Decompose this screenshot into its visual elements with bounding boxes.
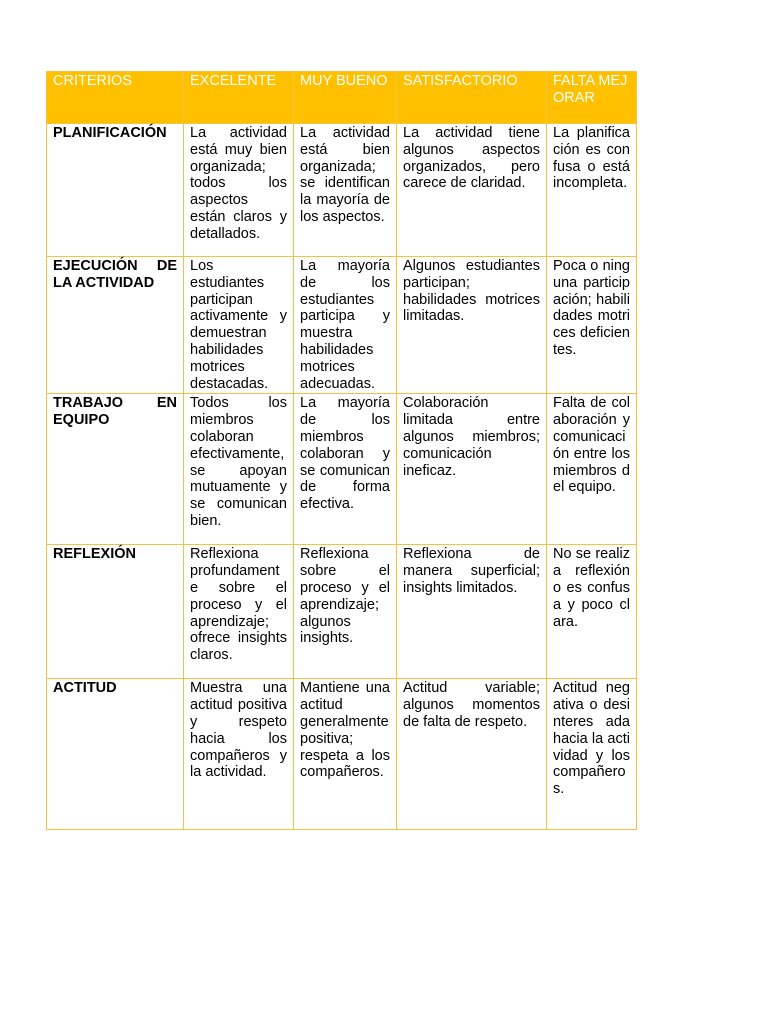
header-satisfactorio: SATISFACTORIO: [397, 72, 547, 124]
table-row: [47, 679, 637, 830]
table-row: [47, 124, 637, 257]
falta-mejorar-cell: La planificación es confusa o está incompleta.: [547, 124, 637, 257]
criterion-cell: PLANIFICACIÓN: [47, 124, 184, 257]
muy-bueno-cell: Mantiene una actitud generalmente positiva; respeta a los compañeros.: [294, 679, 397, 830]
criterion-cell: ACTITUD: [47, 679, 184, 830]
falta-mejorar-cell: Actitud negativa o desinteres ada hacia la actividad y los compañeros.: [547, 679, 637, 830]
header-criterios: CRITERIOS: [47, 72, 184, 124]
falta-mejorar-cell: Falta de colaboración y comunicación entre los miembros del equipo.: [547, 394, 637, 545]
criterion-cell: TRABAJO EN EQUIPO: [47, 394, 184, 545]
table-row: [47, 394, 637, 545]
excelente-cell: Muestra una actitud positiva y respeto hacia los compañeros y la actividad.: [184, 679, 294, 830]
table-row: [47, 545, 637, 679]
falta-mejorar-cell: Poca o ninguna participación; habilidades motrices deficientes.: [547, 257, 637, 394]
evaluation-rubric-table: [46, 71, 637, 830]
excelente-cell: Reflexiona profundamente sobre el proceso y el aprendizaje; ofrece insights claros.: [184, 545, 294, 679]
excelente-cell: Todos los miembros colaboran efectivamente, se apoyan mutuamente y se comunican bien.: [184, 394, 294, 545]
header-excelente: EXCELENTE: [184, 72, 294, 124]
header-falta-mejorar: FALTA MEJORAR: [547, 72, 637, 124]
criterion-cell: EJECUCIÓN DE LA ACTIVIDAD: [47, 257, 184, 394]
satisfactorio-cell: Actitud variable; algunos momentos de falta de respeto.: [397, 679, 547, 830]
criterion-cell: REFLEXIÓN: [47, 545, 184, 679]
excelente-cell: La actividad está muy bien organizada; todos los aspectos están claros y detallados.: [184, 124, 294, 257]
table-row: [47, 257, 637, 394]
satisfactorio-cell: Algunos estudiantes participan; habilidades motrices limitadas.: [397, 257, 547, 394]
muy-bueno-cell: La actividad está bien organizada; se identifican la mayoría de los aspectos.: [294, 124, 397, 257]
satisfactorio-cell: La actividad tiene algunos aspectos organizados, pero carece de claridad.: [397, 124, 547, 257]
muy-bueno-cell: La mayoría de los estudiantes participa y muestra habilidades motrices adecuadas.: [294, 257, 397, 394]
falta-mejorar-cell: No se realiza reflexión o es confusa y poco clara.: [547, 545, 637, 679]
satisfactorio-cell: Reflexiona de manera superficial; insights limitados.: [397, 545, 547, 679]
header-muy-bueno: MUY BUENO: [294, 72, 397, 124]
header-row: [47, 72, 637, 124]
excelente-cell: Los estudiantes participan activamente y demuestran habilidades motrices destacadas.: [184, 257, 294, 394]
muy-bueno-cell: La mayoría de los miembros colaboran y se comunican de forma efectiva.: [294, 394, 397, 545]
satisfactorio-cell: Colaboración limitada entre algunos miembros; comunicación ineficaz.: [397, 394, 547, 545]
muy-bueno-cell: Reflexiona sobre el proceso y el aprendizaje; algunos insights.: [294, 545, 397, 679]
